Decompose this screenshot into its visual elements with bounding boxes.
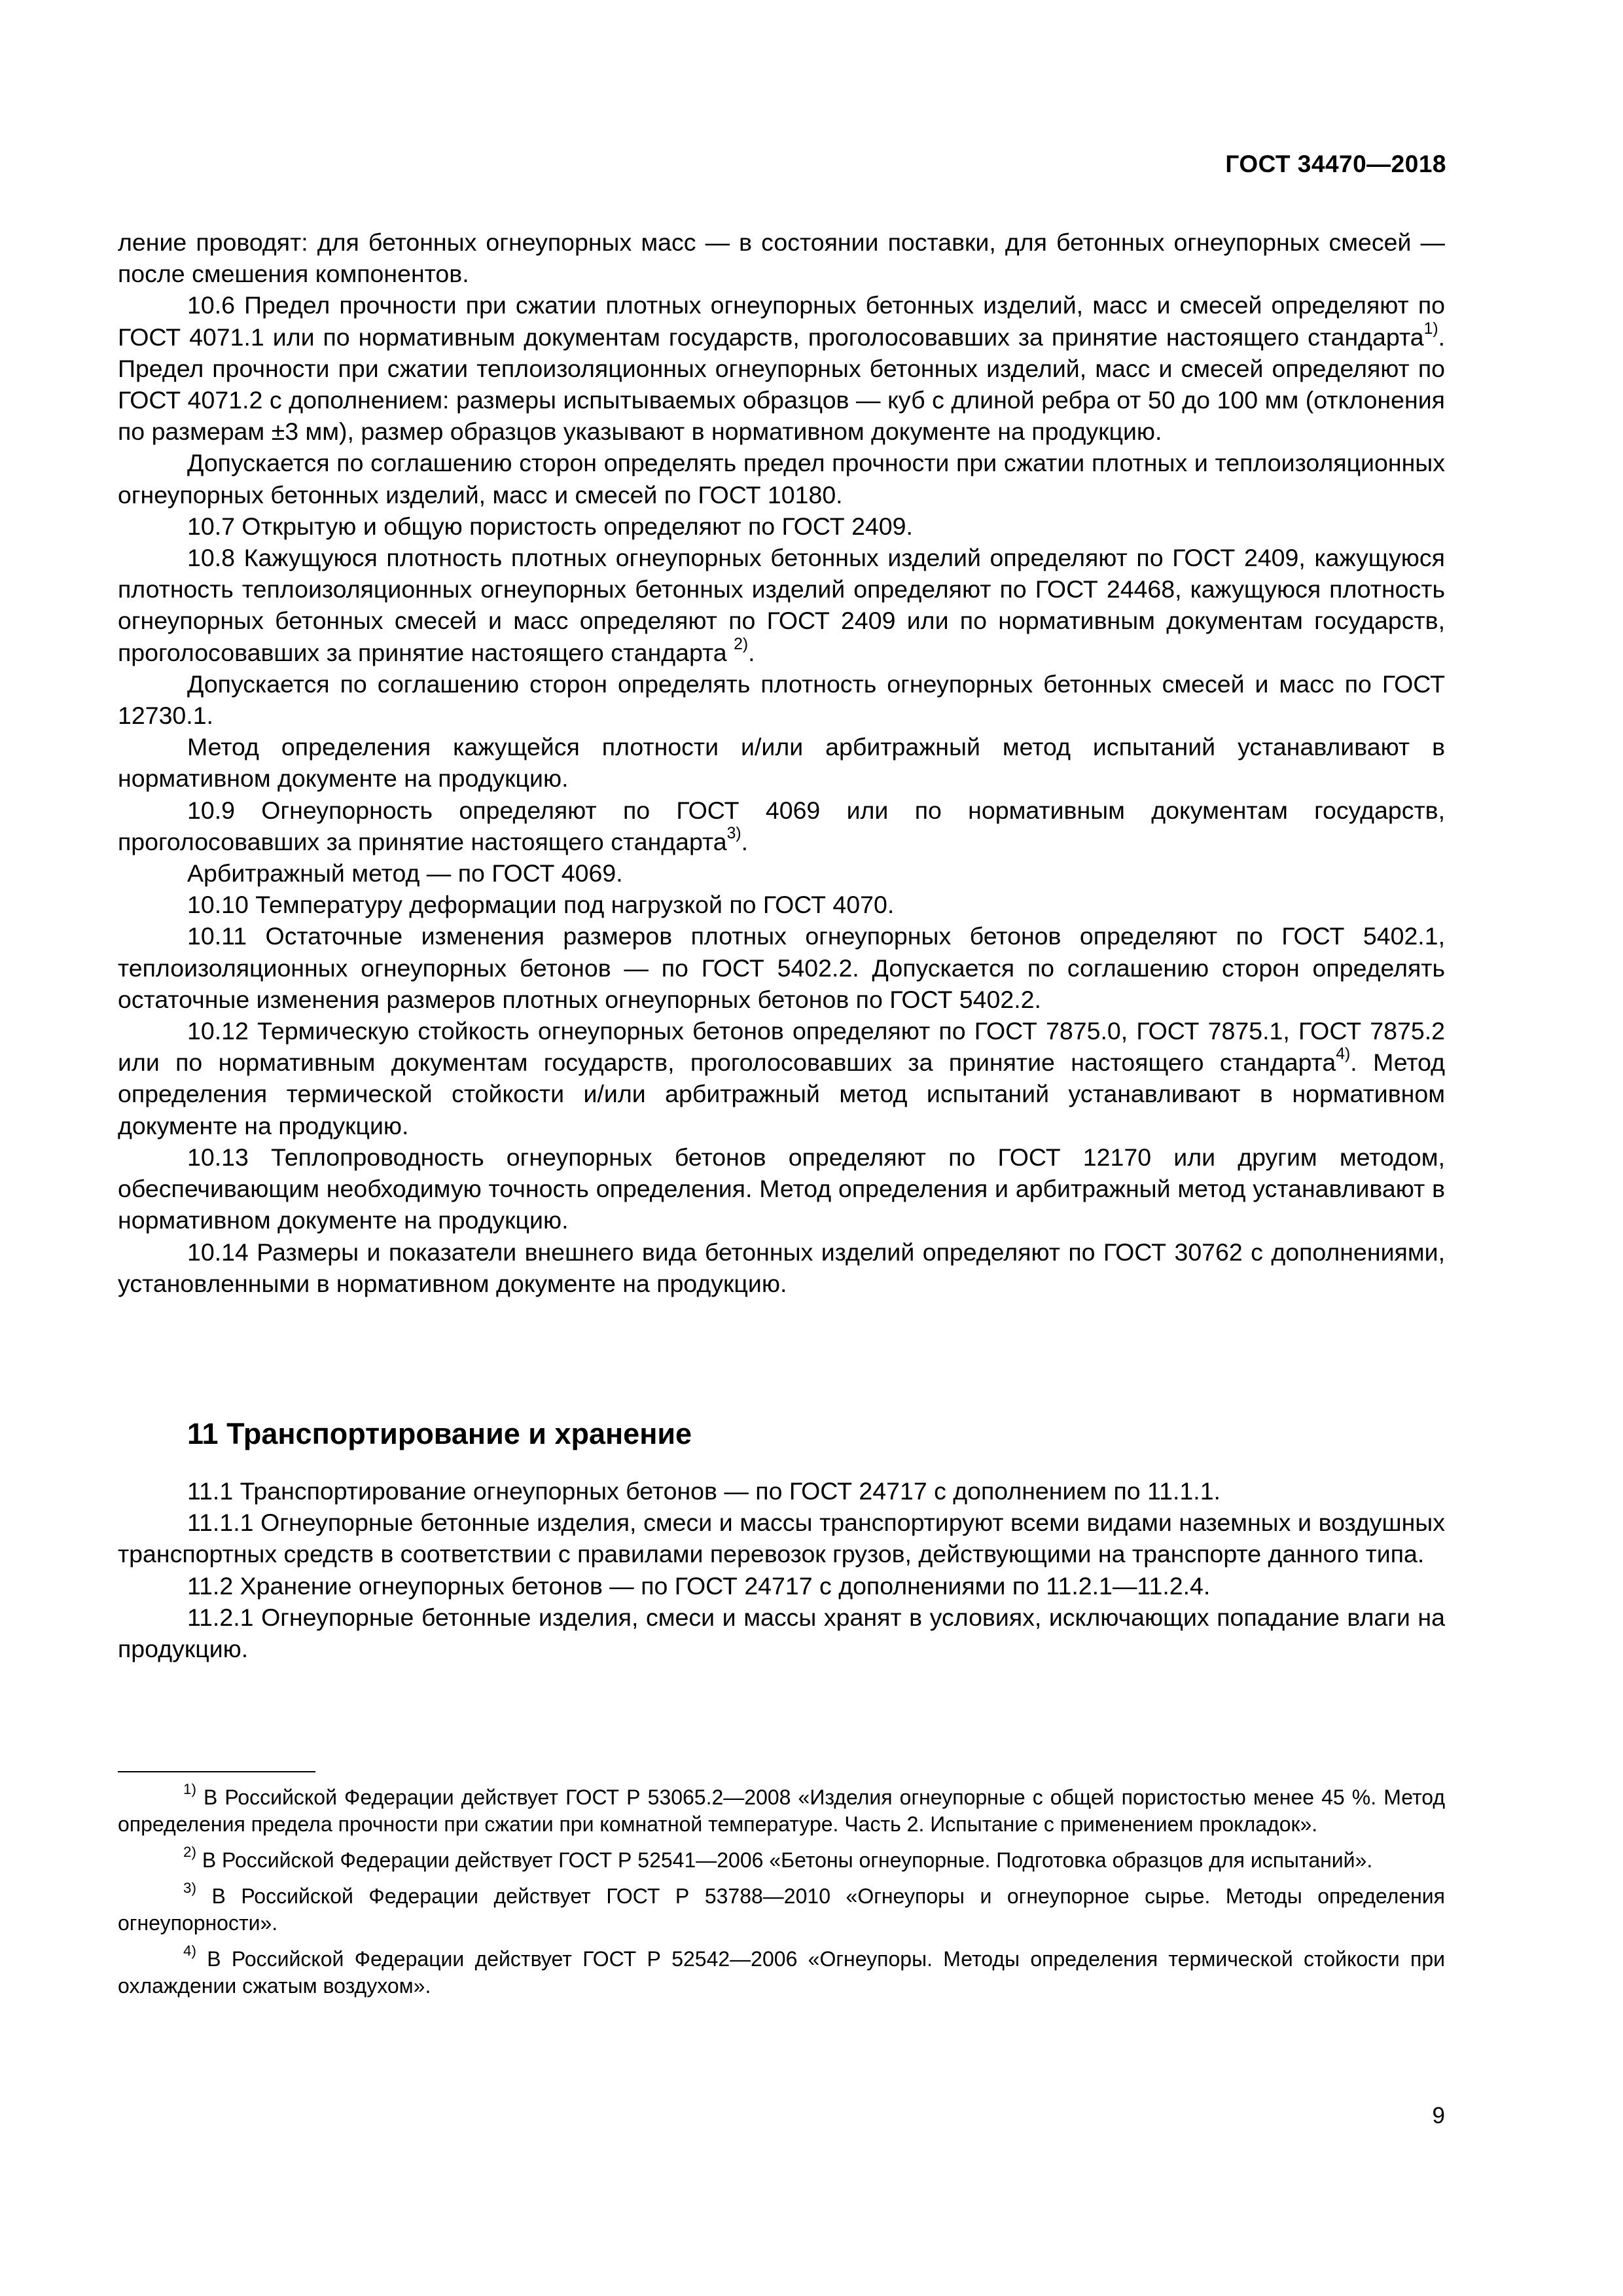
- footnote-ref-1: 1): [1423, 319, 1438, 338]
- section-11-text: [118, 1475, 1445, 1664]
- paragraph-11-2: 11.2 Хранение огнеупорных бетонов — по ГОСТ 24717 с дополнениями по 11.2.1—11.2.4.: [187, 1571, 1211, 1600]
- paragraph-10-7: 10.7 Открытую и общую пористость определяют по ГОСТ 2409.: [187, 512, 913, 540]
- paragraph-10-13: 10.13 Теплопроводность огнеупорных бетонов определяют по ГОСТ 12170 или другим методом, обеспечивающим необходимую точность определения. Метод определения и арбитражный метод устанавливают в нормативном документе на продукцию.: [118, 1143, 1445, 1234]
- paragraph: Допускается по соглашению сторон определять плотность огнеупорных бетонных смесей и масс по ГОСТ 12730.1.: [118, 670, 1445, 730]
- paragraph-10-8: 10.8 Кажущуюся плотность плотных огнеупорных бетонных изделий определяют по ГОСТ 2409, кажущуюся плотность теплоизоляционных огнеупорных бетонных изделий определяют по ГОСТ 24468, кажущуюся плотность огнеупорных бетонных смесей и масс определяют по ГОСТ 2409 или по нормативным документам государств, проголосовавших за принятие настоящего стандарта $^{2)}$.: [118, 544, 1445, 666]
- paragraph-11-1: 11.1 Транспортирование огнеупорных бетонов — по ГОСТ 24717 с дополнением по 11.1.1.: [187, 1477, 1221, 1505]
- paragraph-11-2-1: 11.2.1 Огнеупорные бетонные изделия, смеси и массы хранят в условиях, исключающих попадание влаги на продукцию.: [118, 1603, 1445, 1663]
- paragraph-10-6: 10.6 Предел прочности при сжатии плотных огнеупорных бетонных изделий, масс и смесей определяют по ГОСТ 4071.1 или по нормативным документам государств, проголосовавших за принятие настоящего стандарта$^{1)}$. Предел прочности при сжатии теплоизоляционных огнеупорных бетонных изделий, масс и смесей определяют по ГОСТ 4071.2 с дополнением: размеры испытываемых образцов — куб с длиной ребра от 50 до 100 мм (отклонения по размерам ±3 мм), размер образцов указывают в нормативном документе на продукцию.: [118, 291, 1445, 446]
- paragraph-10-9: 10.9 Огнеупорность определяют по ГОСТ 4069 или по нормативным документам государств, проголосовавших за принятие настоящего стандарта$^{3)}$.: [118, 796, 1445, 855]
- footnote-separator: [118, 1771, 315, 1772]
- paragraph: Допускается по соглашению сторон определять предел прочности при сжатии плотных и теплоизоляционных огнеупорных бетонных изделий, масс и смесей по ГОСТ 10180.: [118, 449, 1445, 509]
- paragraph-10-10: 10.10 Температуру деформации под нагрузкой по ГОСТ 4070.: [187, 891, 895, 919]
- footnotes: [118, 1780, 1445, 2009]
- paragraph: Метод определения кажущейся плотности и/или арбитражный метод испытаний устанавливают в нормативном документе на продукцию.: [118, 733, 1445, 793]
- paragraph-11-1-1: 11.1.1 Огнеупорные бетонные изделия, смеси и массы транспортируют всеми видами наземных и воздушных транспортных средств в соответствии с правилами перевозок грузов, действующими на транспорте данного типа.: [118, 1509, 1445, 1568]
- footnote-3: $^{3)}$ В Российской Федерации действует ГОСТ Р 53788—2010 «Огнеупоры и огнеупорное сырье. Методы определения огнеупорности».: [118, 1879, 1445, 1935]
- footnote-ref-3: 3): [726, 825, 741, 843]
- section-10-text: [118, 226, 1445, 1299]
- footnote-1: $^{1)}$ В Российской Федерации действует ГОСТ Р 53065.2—2008 «Изделия огнеупорные с общей пористостью менее 45 %. Метод определения предела прочности при сжатии при комнатной температуре. Часть 2. Испытание с применением прокладок».: [118, 1780, 1445, 1836]
- footnote-ref-2: 2): [734, 635, 749, 653]
- footnote-ref-4: 4): [1336, 1045, 1351, 1064]
- footnote-4: $^{4)}$ В Российской Федерации действует ГОСТ Р 52542—2006 «Огнеупоры. Методы определения термической стойкости при охлаждении сжатым воздухом».: [118, 1942, 1445, 1998]
- paragraph: ление проводят: для бетонных огнеупорных масс — в состоянии поставки, для бетонных огнеупорных смесей — после смешения компонентов.: [118, 228, 1445, 288]
- paragraph-10-14: 10.14 Размеры и показатели внешнего вида бетонных изделий определяют по ГОСТ 30762 с дополнениями, установленными в нормативном документе на продукцию.: [118, 1238, 1445, 1297]
- section-11-heading: 11 Транспортирование и хранение: [187, 1417, 692, 1450]
- paragraph-10-12: 10.12 Термическую стойкость огнеупорных бетонов определяют по ГОСТ 7875.0, ГОСТ 7875.1, ГОСТ 7875.2 или по нормативным документам государств, проголосовавших за принятие настоящего стандарта$^{4)}$. Метод определения термической стойкости и/или арбитражный метод испытаний устанавливают в нормативном документе на продукцию.: [118, 1017, 1446, 1139]
- footnote-2: $^{2)}$ В Российской Федерации действует ГОСТ Р 52541—2006 «Бетоны огнеупорные. Подготовка образцов для испытаний».: [183, 1843, 1373, 1872]
- page-number: 9: [1432, 2103, 1445, 2128]
- paragraph-10-11: 10.11 Остаточные изменения размеров плотных огнеупорных бетонов определяют по ГОСТ 5402.1, теплоизоляционных огнеупорных бетонов — по ГОСТ 5402.2. Допускается по соглашению сторон определять остаточные изменения размеров плотных огнеупорных бетонов по ГОСТ 5402.2.: [118, 922, 1445, 1013]
- document-header: ГОСТ 34470—2018: [1225, 151, 1446, 177]
- paragraph: Арбитражный метод — по ГОСТ 4069.: [187, 859, 623, 888]
